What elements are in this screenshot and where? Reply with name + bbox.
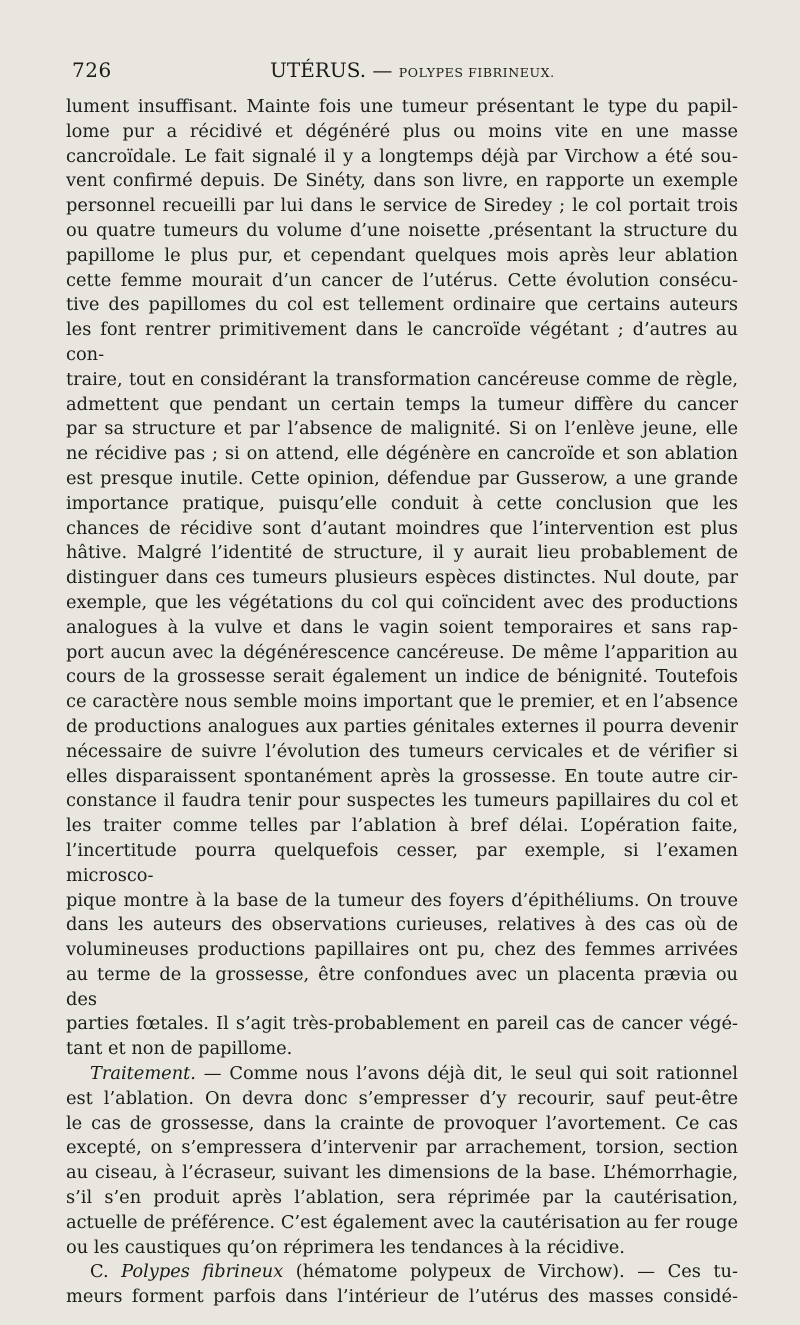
traitement-first-line: — Comme nous l’avons déjà dit, le seul qui soit rationnel bbox=[195, 1063, 738, 1085]
text-line bbox=[66, 1062, 738, 1087]
running-title bbox=[270, 58, 555, 82]
text-line: traire, tout en considérant la transformation cancéreuse comme de règle, bbox=[66, 368, 738, 390]
text-line: admettent que pendant un certain temps la tumeur diffère du cancer bbox=[66, 393, 738, 415]
text-line: est presque inutile. Cette opinion, défendue par Gusserow, a une grande bbox=[66, 467, 738, 489]
text-line: tant et non de papillome. bbox=[66, 1038, 293, 1060]
text-line: nécessaire de suivre l’évolution des tumeurs cervicales et de vérifier si bbox=[66, 740, 738, 762]
page-number: 726 bbox=[72, 58, 112, 82]
text-line: ne récidive pas ; si on attend, elle dégénère en cancroïde et son ablation bbox=[66, 443, 738, 465]
text-line: constance il faudra tenir pour suspectes les tumeurs papillaires du col et bbox=[66, 790, 738, 812]
text-line: chances de récidive sont d’autant moindres que l’intervention est plus bbox=[66, 517, 738, 539]
running-head bbox=[72, 58, 742, 88]
paragraph-polypes-fibrineux bbox=[66, 1260, 738, 1310]
text-line: papillome le plus pur, et cependant quelques mois après leur ablation bbox=[66, 244, 738, 266]
text-line: exemple, que les végétations du col qui coïncident avec des productions bbox=[66, 591, 738, 613]
text-line: personnel recueilli par lui dans le service de Siredey ; le col portait trois bbox=[66, 195, 738, 217]
text-line: ce caractère nous semble moins important que le premier, et en l’absence bbox=[66, 691, 738, 713]
text-line: au ciseau, à l’écraseur, suivant les dimensions de la base. L’hémorrhagie, bbox=[66, 1162, 738, 1184]
running-title-sub: POLYPES FIBRINEUX. bbox=[398, 65, 555, 80]
text-line: ou les caustiques qu’on réprimera les tendances à la récidive. bbox=[66, 1236, 625, 1258]
text-line: meurs forment parfois dans l’intérieur de l’utérus des masses considé- bbox=[66, 1286, 738, 1308]
text-line: au terme de la grossesse, être confondues avec un placenta prævia ou des bbox=[66, 963, 738, 1010]
text-line: les traiter comme telles par l’ablation à bref délai. L’opération faite, bbox=[66, 815, 738, 837]
text-line: vent confirmé depuis. De Sinéty, dans son livre, en rapporte un exemple bbox=[66, 170, 738, 192]
section-c-first-line: (hématome polypeux de Virchow). — Ces tu- bbox=[283, 1261, 738, 1283]
text-line bbox=[66, 1260, 738, 1285]
text-line: ou quatre tumeurs du volume d’une noisette ,présentant la structure du bbox=[66, 219, 738, 241]
text-line: pique montre à la base de la tumeur des foyers d’épithéliums. On trouve bbox=[66, 889, 738, 911]
section-c-letter: C. bbox=[90, 1261, 122, 1283]
section-c-heading: Polypes fibrineux bbox=[121, 1261, 284, 1283]
text-line: cancroïdale. Le fait signalé il y a longtemps déjà par Virchow a été sou- bbox=[66, 145, 738, 167]
text-line: cette femme mourait d’un cancer de l’utérus. Cette évolution consécu- bbox=[66, 269, 738, 291]
text-line: excepté, on s’empressera d’intervenir par arrachement, torsion, section bbox=[66, 1137, 738, 1159]
text-line: port aucun avec la dégénérescence cancéreuse. De même l’apparition au bbox=[66, 641, 738, 663]
text-line: distinguer dans ces tumeurs plusieurs espèces distinctes. Nul doute, par bbox=[66, 567, 738, 589]
text-line: lome pur a récidivé et dégénéré plus ou moins vite en une masse bbox=[66, 120, 738, 142]
text-line: lument insuffisant. Mainte fois une tumeur présentant le type du papil- bbox=[66, 96, 738, 117]
text-line: actuelle de préférence. C’est également avec la cautérisation au fer rouge bbox=[66, 1211, 738, 1233]
body-text bbox=[66, 95, 738, 1310]
paragraph-traitement bbox=[66, 1062, 738, 1260]
paragraph-papillome bbox=[66, 95, 738, 1062]
text-line: les font rentrer primitivement dans le cancroïde végétant ; d’autres au con- bbox=[66, 319, 738, 365]
running-title-main: UTÉRUS. bbox=[270, 58, 367, 82]
running-title-separator: — bbox=[366, 58, 399, 82]
text-line: est l’ablation. On devra donc s’empresser d’y recourir, sauf peut-être bbox=[66, 1087, 738, 1109]
text-line: de productions analogues aux parties génitales externes il pourra devenir bbox=[66, 715, 738, 737]
text-line: le cas de grossesse, dans la crainte de provoquer l’avortement. Ce cas bbox=[66, 1112, 738, 1134]
text-line: importance pratique, puisqu’elle conduit à cette conclusion que les bbox=[66, 492, 738, 514]
text-line: cours de la grossesse serait également un indice de bénignité. Toutefois bbox=[66, 666, 738, 688]
text-line: tive des papillomes du col est tellement ordinaire que certains auteurs bbox=[66, 294, 738, 316]
traitement-heading: Traitement. bbox=[90, 1063, 196, 1085]
text-line: dans les auteurs des observations curieuses, relatives à des cas où de bbox=[66, 914, 738, 936]
text-line: par sa structure et par l’absence de malignité. Si on l’enlève jeune, elle bbox=[66, 418, 738, 440]
text-line: l’incertitude pourra quelquefois cesser, par exemple, si l’examen microsco- bbox=[66, 839, 738, 886]
text-line: hâtive. Malgré l’identité de structure, il y aurait lieu probablement de bbox=[66, 542, 738, 564]
text-line: analogues à la vulve et dans le vagin soient temporaires et sans rap- bbox=[66, 616, 738, 638]
text-line: s’il s’en produit après l’ablation, sera réprimée par la cautérisation, bbox=[66, 1187, 738, 1209]
text-line: elles disparaissent spontanément après la grossesse. En toute autre cir- bbox=[66, 765, 738, 787]
text-line: parties fœtales. Il s’agit très-probablement en pareil cas de cancer végé- bbox=[66, 1013, 738, 1035]
text-line: volumineuses productions papillaires ont pu, chez des femmes arrivées bbox=[66, 939, 738, 961]
